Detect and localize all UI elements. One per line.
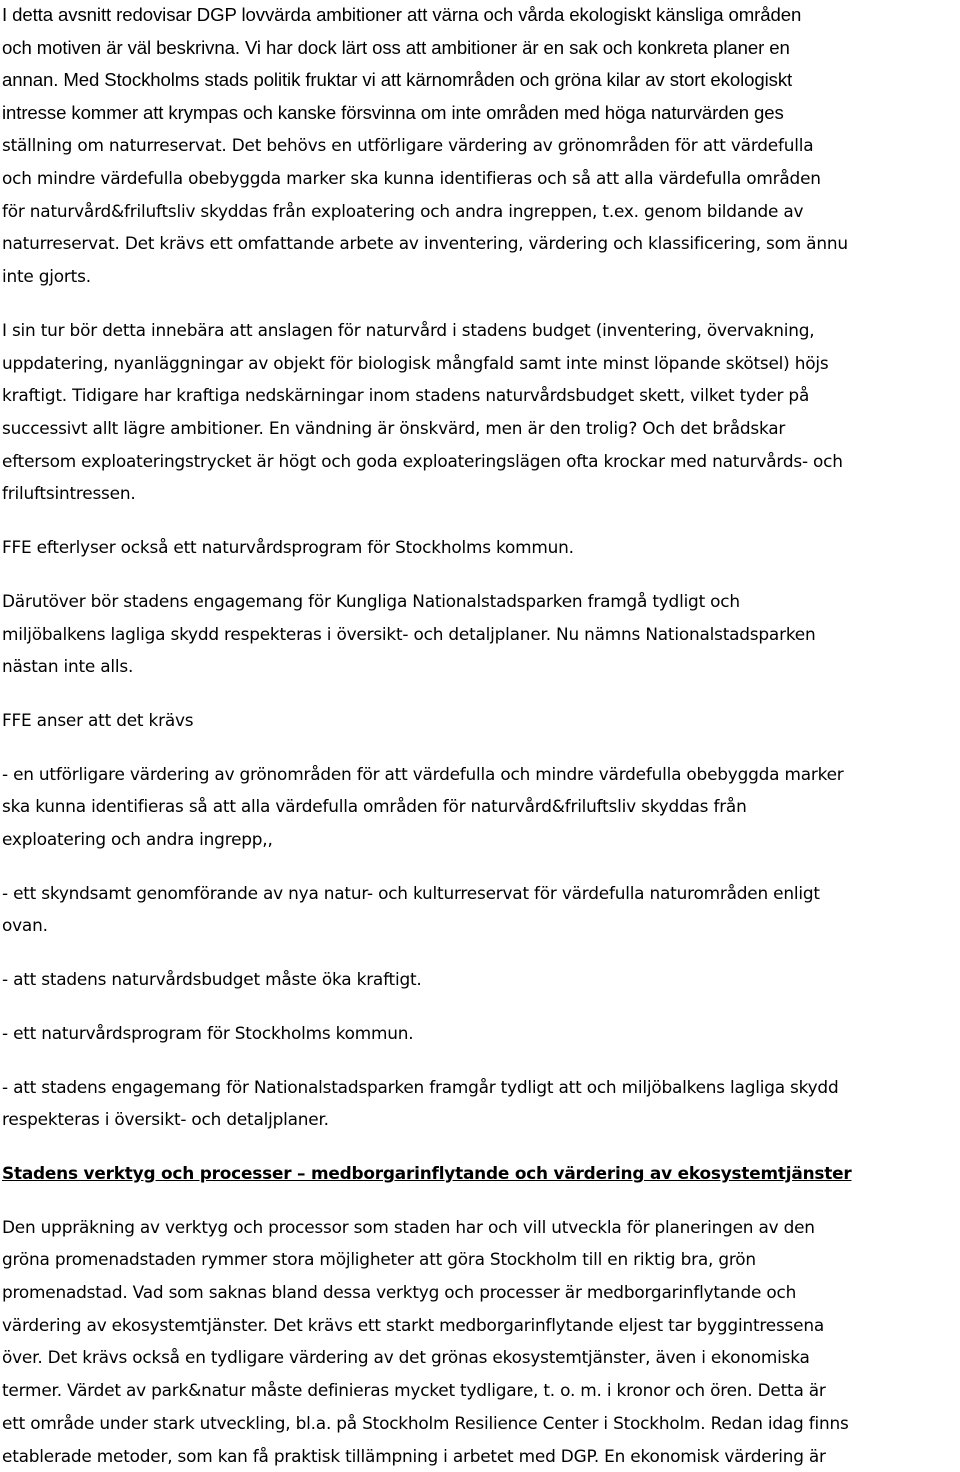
- text-line: - ett naturvårdsprogram för Stockholms kommun.: [2, 1022, 414, 1043]
- text-line: eftersom exploateringstrycket är högt och goda exploateringslägen ofta krockar med naturvårds- och: [2, 450, 843, 471]
- text-line: respekteras i översikt- och detaljplaner.: [2, 1109, 329, 1130]
- text-line: etablerade metoder, som kan få praktisk tillämpning i arbetet med DGP. En ekonomisk värdering är: [2, 1445, 826, 1466]
- text-line: termer. Värdet av park&natur måste definieras mycket tydligare, t. o. m. i kronor och ören. Detta är: [2, 1380, 826, 1401]
- document-page: [2, 0, 958, 1472]
- text-line: naturreservat. Det krävs ett omfattande arbete av inventering, värdering och klassificering, som ännu: [2, 233, 848, 254]
- list-item: [2, 758, 958, 856]
- list-item: [2, 1017, 958, 1050]
- text-line: ett område under stark utveckling, bl.a. på Stockholm Resilience Center i Stockholm. Redan idag finns: [2, 1412, 849, 1433]
- text-line: och motiven är väl beskrivna. Vi har dock lärt oss att ambitioner är en sak och konkreta planer en: [2, 36, 790, 58]
- text-line: för naturvård&friluftsliv skyddas från exploatering och andra ingreppen, t.ex. genom bildande av: [2, 200, 804, 221]
- text-line: annan. Med Stockholms stads politik fruktar vi att kärnområden och gröna kilar av stort ekologiskt: [2, 69, 793, 91]
- paragraph-gap: [2, 293, 958, 314]
- text-line: miljöbalkens lagliga skydd respekteras i översikt- och detaljplaner. Nu nämns Nationalstadsparken: [2, 623, 816, 644]
- text-line: ställning om naturreservat. Det behövs en utförligare värdering av grönområden för att värdefulla: [2, 135, 814, 156]
- paragraph-budget: [2, 314, 958, 510]
- text-line: - ett skyndsamt genomförande av nya natur- och kulturreservat för värdefulla naturområden enligt: [2, 882, 820, 903]
- text-line: ovan.: [2, 915, 48, 936]
- text-line: Därutöver bör stadens engagemang för Kungliga Nationalstadsparken framgå tydligt och: [2, 590, 740, 611]
- text-line: friluftsintressen.: [2, 483, 136, 504]
- list-item: [2, 963, 958, 996]
- text-line: I sin tur bör detta innebära att anslagen för naturvård i stadens budget (inventering, övervakning,: [2, 319, 815, 340]
- text-line: uppdatering, nyanläggningar av objekt för biologisk mångfald samt inte minst löpande skötsel) höjs: [2, 352, 829, 373]
- text-line: I detta avsnitt redovisar DGP lovvärda ambitioner att värna och vårda ekologiskt känsliga områden: [2, 4, 802, 25]
- text-line: nästan inte alls.: [2, 656, 134, 677]
- paragraph-gap: [2, 683, 958, 704]
- paragraph-nationalstadsparken: [2, 585, 958, 683]
- paragraph-ffe-anser: [2, 704, 958, 737]
- paragraph-verktyg: [2, 1211, 958, 1472]
- paragraph-gap: [2, 856, 958, 877]
- list-item: [2, 1071, 958, 1136]
- paragraph-gap: [2, 996, 958, 1017]
- text-line: ska kunna identifieras så att alla värdefulla områden för naturvård&friluftsliv skyddas från: [2, 796, 747, 817]
- text-line: - en utförligare värdering av grönområden för att värdefulla och mindre värdefulla obebyggda marker: [2, 763, 844, 784]
- list-item: [2, 877, 958, 942]
- text-line: och mindre värdefulla obebyggda marker ska kunna identifieras och så att alla värdefulla områden: [2, 168, 821, 189]
- paragraph-gap: [2, 1136, 958, 1157]
- text-line: över. Det krävs också en tydligare värdering av det grönas ekosystemtjänster, även i ekonomiska: [2, 1347, 810, 1368]
- text-line: FFE anser att det krävs: [2, 709, 194, 730]
- text-line: exploatering och andra ingrepp,,: [2, 829, 273, 850]
- paragraph-intro-part1: [2, 0, 958, 129]
- text-line: promenadstad. Vad som saknas bland dessa verktyg och processer är medborgarinflytande och: [2, 1282, 797, 1303]
- text-line: FFE efterlyser också ett naturvårdsprogram för Stockholms kommun.: [2, 537, 574, 558]
- paragraph-gap: [2, 737, 958, 758]
- text-line: kraftigt. Tidigare har kraftiga nedskärningar inom stadens naturvårdsbudget skett, vilket tyder på: [2, 385, 810, 406]
- text-line: - att stadens naturvårdsbudget måste öka kraftigt.: [2, 969, 422, 990]
- paragraph-intro-part2: [2, 129, 958, 293]
- heading-text: Stadens verktyg och processer – medborgarinflytande och värdering av ekosystemtjänster: [2, 1162, 852, 1183]
- text-line: - att stadens engagemang för Nationalstadsparken framgår tydligt att och miljöbalkens lagliga skydd: [2, 1076, 839, 1097]
- paragraph-gap: [2, 1190, 958, 1211]
- text-line: inte gjorts.: [2, 266, 91, 287]
- text-line: gröna promenadstaden rymmer stora möjligheter att göra Stockholm till en riktig bra, grön: [2, 1249, 756, 1270]
- paragraph-gap: [2, 564, 958, 585]
- paragraph-gap: [2, 1050, 958, 1071]
- text-line: värdering av ekosystemtjänster. Det krävs ett starkt medborgarinflytande eljest tar byggintressena: [2, 1314, 824, 1335]
- text-line: successivt allt lägre ambitioner. En vändning är önskvärd, men är den trolig? Och det brådskar: [2, 418, 786, 438]
- text-line: intresse kommer att krympas och kanske försvinna om inte områden med höga naturvärden ges: [2, 101, 784, 123]
- paragraph-gap: [2, 510, 958, 531]
- text-line: Den uppräkning av verktyg och processor som staden har och vill utveckla för planeringen av den: [2, 1216, 815, 1237]
- paragraph-gap: [2, 942, 958, 963]
- section-heading: [2, 1157, 958, 1190]
- paragraph-ffe-request: [2, 531, 958, 564]
